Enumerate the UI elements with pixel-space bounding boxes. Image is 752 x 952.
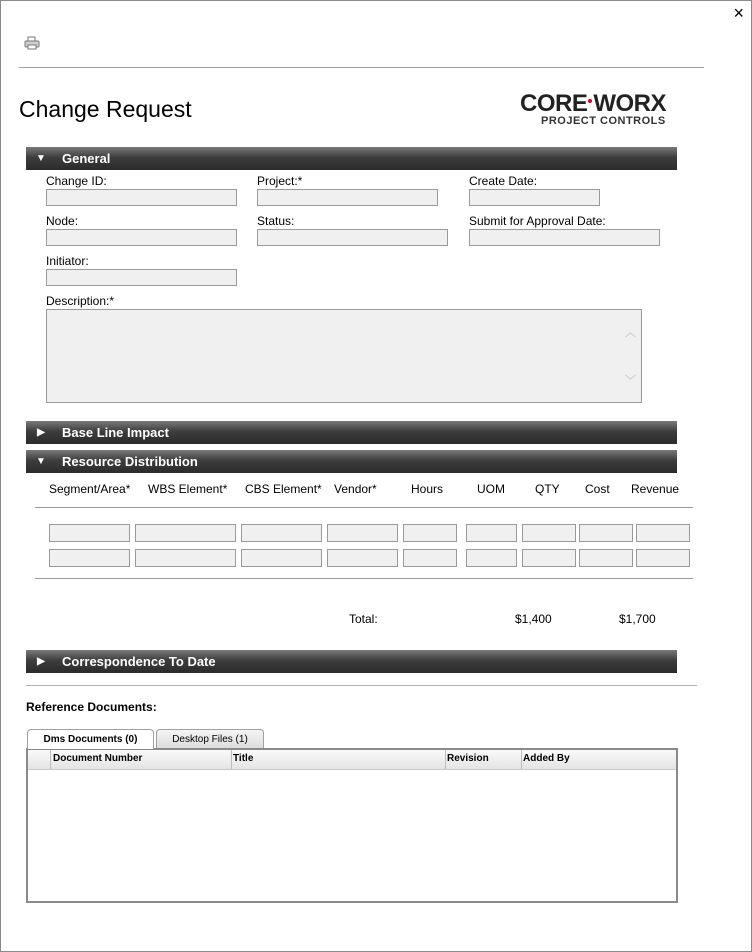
row2-segment-input[interactable] xyxy=(49,549,130,567)
row2-cbs-input[interactable] xyxy=(241,549,322,567)
total-cost: $1,400 xyxy=(515,612,552,626)
expanded-triangle-icon: ▼ xyxy=(36,153,46,164)
col-wbs: WBS Element* xyxy=(148,482,228,496)
change-id-label: Change ID: xyxy=(46,174,107,188)
row2-qty-input[interactable] xyxy=(522,549,576,567)
grid-col-title[interactable]: Title xyxy=(233,753,254,764)
total-revenue: $1,700 xyxy=(619,612,656,626)
page-title: Change Request xyxy=(19,96,192,122)
table-top-rule xyxy=(35,507,693,508)
scroll-up-icon[interactable]: ︿ xyxy=(625,327,636,339)
row1-qty-input[interactable] xyxy=(522,524,576,542)
row2-hours-input[interactable] xyxy=(403,549,457,567)
header-divider xyxy=(19,67,704,68)
reference-documents-grid xyxy=(26,748,678,903)
col-revenue: Revenue xyxy=(631,482,680,496)
col-segment: Segment/Area* xyxy=(49,482,131,496)
grid-header xyxy=(28,750,676,770)
row2-revenue-input[interactable] xyxy=(636,549,690,567)
table-bottom-rule xyxy=(35,578,693,579)
reference-documents-label: Reference Documents: xyxy=(26,700,157,714)
row1-vendor-input[interactable] xyxy=(327,524,398,542)
tab-desktop-files[interactable]: Desktop Files (1) xyxy=(156,729,264,748)
row1-cost-input[interactable] xyxy=(579,524,633,542)
row2-wbs-input[interactable] xyxy=(135,549,236,567)
collapsed-triangle-icon: ▶ xyxy=(37,656,45,667)
project-label: Project:* xyxy=(257,174,303,188)
close-icon[interactable]: × xyxy=(733,3,744,23)
row2-cost-input[interactable] xyxy=(579,549,633,567)
submit-date-field[interactable] xyxy=(469,229,660,246)
col-cbs: CBS Element* xyxy=(245,482,322,496)
expanded-triangle-icon: ▼ xyxy=(36,456,46,467)
node-label: Node: xyxy=(46,214,79,228)
initiator-label: Initiator: xyxy=(46,254,89,268)
coreworx-logo: CORE WORX PROJECT CONTROLS xyxy=(520,90,667,127)
col-hours: Hours xyxy=(411,482,444,496)
collapsed-triangle-icon: ▶ xyxy=(37,427,45,438)
section-general-header[interactable]: ▼ General xyxy=(26,147,677,170)
create-date-field[interactable] xyxy=(469,189,600,206)
project-field[interactable] xyxy=(257,189,438,206)
row2-uom-input[interactable] xyxy=(466,549,517,567)
col-uom: UOM xyxy=(477,482,505,496)
total-label: Total: xyxy=(349,612,378,626)
grid-col-revision[interactable]: Revision xyxy=(447,753,489,764)
row1-cbs-input[interactable] xyxy=(241,524,322,542)
row1-uom-input[interactable] xyxy=(466,524,517,542)
row1-wbs-input[interactable] xyxy=(135,524,236,542)
initiator-field[interactable] xyxy=(46,269,237,286)
node-field[interactable] xyxy=(46,229,237,246)
scroll-down-icon[interactable]: ﹀ xyxy=(625,375,636,387)
row1-revenue-input[interactable] xyxy=(636,524,690,542)
printer-icon[interactable] xyxy=(24,36,40,50)
submit-date-label: Submit for Approval Date: xyxy=(469,214,606,228)
description-label: Description:* xyxy=(46,294,115,308)
row2-vendor-input[interactable] xyxy=(327,549,398,567)
change-id-field[interactable] xyxy=(46,189,237,206)
grid-col-added-by[interactable]: Added By xyxy=(523,753,570,764)
status-label: Status: xyxy=(257,214,295,228)
col-qty: QTY xyxy=(535,482,560,496)
correspondence-divider xyxy=(26,685,697,686)
tab-dms-documents[interactable]: Dms Documents (0) xyxy=(27,729,154,749)
row1-segment-input[interactable] xyxy=(49,524,130,542)
col-vendor: Vendor* xyxy=(334,482,377,496)
section-resource-header[interactable]: ▼ Resource Distribution xyxy=(26,450,677,473)
status-field[interactable] xyxy=(257,229,448,246)
grid-col-document-number[interactable]: Document Number xyxy=(53,753,143,764)
section-correspondence-header[interactable]: ▶ Correspondence To Date xyxy=(26,650,677,673)
description-textarea[interactable] xyxy=(46,309,642,403)
row1-hours-input[interactable] xyxy=(403,524,457,542)
col-cost: Cost xyxy=(585,482,610,496)
create-date-label: Create Date: xyxy=(469,174,538,188)
section-baseline-header[interactable]: ▶ Base Line Impact xyxy=(26,421,677,444)
